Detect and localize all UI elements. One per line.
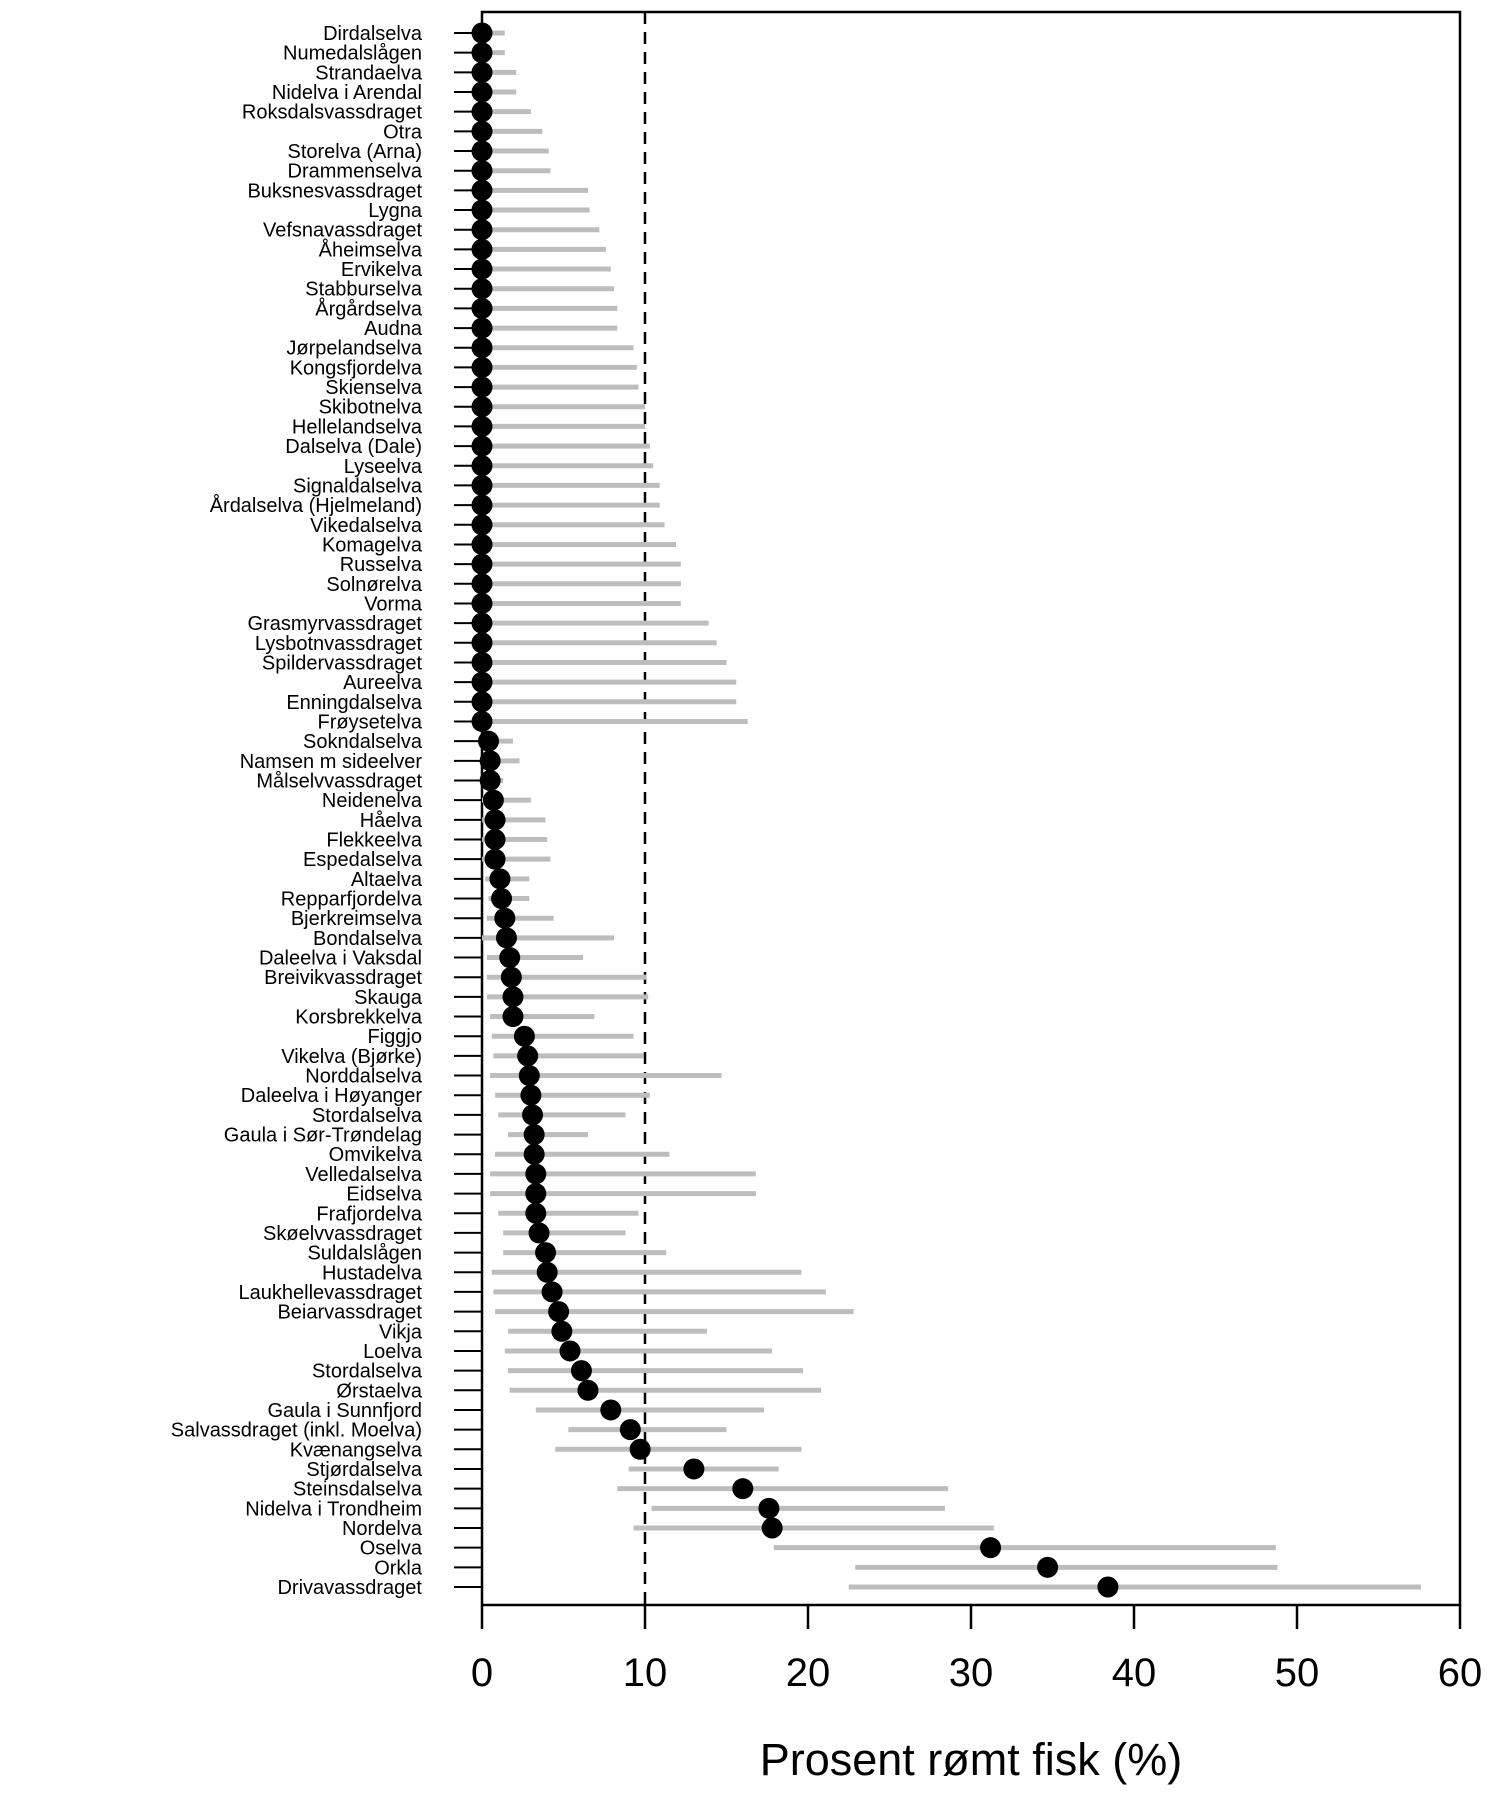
category-label: Stordalselva <box>311 1360 422 1383</box>
x-tick-label: 10 <box>622 1651 668 1695</box>
data-point <box>496 927 517 948</box>
data-point <box>1037 1557 1058 1578</box>
category-label: Dirdalselva <box>323 23 422 45</box>
category-label: Espedalselva <box>303 849 422 872</box>
category-label: Roksdalsvassdraget <box>241 101 422 124</box>
data-point <box>551 1321 572 1342</box>
data-point <box>472 436 493 457</box>
y-axis <box>171 23 482 1599</box>
data-point <box>472 337 493 358</box>
data-point <box>620 1419 641 1440</box>
category-label: Jørpelandselva <box>286 337 422 360</box>
category-label: Grasmyrvassdraget <box>247 613 422 636</box>
category-label: Gaula i Sunnfjord <box>267 1399 422 1422</box>
category-label: Hustadelva <box>321 1262 422 1285</box>
category-label: Repparfjordelva <box>280 888 422 911</box>
category-label: Omvikelva <box>328 1144 422 1167</box>
category-label: Årdalselva (Hjelmeland) <box>209 495 422 518</box>
data-point <box>522 1104 543 1125</box>
category-label: Bjerkreimselva <box>290 908 422 931</box>
x-tick-label: 60 <box>1437 1651 1483 1695</box>
data-point <box>472 455 493 476</box>
x-axis-title: Prosent rømt fisk (%) <box>759 1734 1183 1785</box>
category-label: Lyseelva <box>343 455 422 478</box>
data-point <box>542 1281 563 1302</box>
category-label: Skibotnelva <box>318 396 422 419</box>
category-label: Enningdalselva <box>286 691 422 714</box>
category-label: Kongsfjordelva <box>289 357 422 380</box>
data-point <box>472 573 493 594</box>
data-point <box>535 1242 556 1263</box>
category-label: Årgårdselva <box>315 298 422 321</box>
category-label: Frafjordelva <box>316 1203 422 1226</box>
category-label: Nidelva i Arendal <box>271 82 422 105</box>
category-label: Breivikvassdraget <box>264 967 422 990</box>
data-point <box>491 888 512 909</box>
data-point <box>525 1203 546 1224</box>
category-label: Aureelva <box>343 672 422 695</box>
category-label: Stabburselva <box>305 278 422 301</box>
data-point <box>472 396 493 417</box>
category-label: Vorma <box>364 593 422 616</box>
data-point <box>472 357 493 378</box>
category-label: Suldalslågen <box>307 1242 422 1265</box>
x-tick-label: 20 <box>785 1651 831 1695</box>
data-point <box>472 278 493 299</box>
data-point <box>485 809 506 830</box>
data-point <box>472 672 493 693</box>
data-point <box>502 1006 523 1027</box>
data-point <box>524 1124 545 1145</box>
data-point <box>501 967 522 988</box>
category-label: Ørstaelva <box>336 1380 422 1403</box>
data-point <box>485 829 506 850</box>
data-point <box>472 121 493 142</box>
category-label: Nidelva i Trondheim <box>245 1498 422 1521</box>
data-point <box>472 416 493 437</box>
category-label: Skauga <box>354 986 422 1009</box>
data-point <box>480 750 501 771</box>
data-point <box>525 1163 546 1184</box>
category-label: Norddalselva <box>305 1065 422 1088</box>
category-label: Signaldalselva <box>293 475 422 498</box>
category-label: Drammenselva <box>287 160 422 183</box>
data-point <box>524 1144 545 1165</box>
category-label: Figgjo <box>367 1026 422 1049</box>
data-point <box>571 1360 592 1381</box>
category-label: Oselva <box>359 1537 422 1560</box>
data-point <box>472 200 493 221</box>
data-point <box>683 1458 704 1479</box>
category-label: Skienselva <box>325 377 422 400</box>
data-point <box>472 23 493 44</box>
data-point <box>478 731 499 752</box>
category-label: Daleelva i Høyanger <box>240 1085 422 1108</box>
category-label: Åheimselva <box>318 239 422 262</box>
category-label: Loelva <box>363 1340 422 1363</box>
data-point <box>472 239 493 260</box>
data-point <box>980 1537 1001 1558</box>
category-label: Numedalslågen <box>283 42 422 65</box>
category-label: Flekkeelva <box>326 829 422 852</box>
category-label: Russelva <box>339 554 422 577</box>
category-label: Nordelva <box>341 1517 422 1540</box>
data-point <box>472 691 493 712</box>
x-axis <box>471 1605 1482 1695</box>
data-point <box>472 298 493 319</box>
category-label: Eidselva <box>346 1183 422 1206</box>
x-tick-label: 0 <box>470 1651 494 1695</box>
category-label: Lysbotnvassdraget <box>254 632 422 655</box>
category-label: Spildervassdraget <box>261 652 422 675</box>
data-point <box>762 1517 783 1538</box>
data-point <box>494 908 515 929</box>
x-tick-label: 30 <box>948 1651 994 1695</box>
category-label: Solnørelva <box>326 573 422 596</box>
plot-frame <box>482 12 1460 1605</box>
category-label: Steinsdalselva <box>293 1478 422 1501</box>
category-label: Neidenelva <box>321 790 422 813</box>
data-point <box>489 868 510 889</box>
data-point <box>472 180 493 201</box>
data-point <box>630 1439 651 1460</box>
category-label: Velledalselva <box>305 1163 422 1186</box>
x-tick-label: 50 <box>1274 1651 1320 1695</box>
data-point <box>1097 1577 1118 1598</box>
category-label: Skøelvvassdraget <box>263 1222 422 1245</box>
category-label: Salvassdraget (inkl. Moelva) <box>170 1419 422 1442</box>
category-label: Drivavassdraget <box>277 1577 422 1599</box>
data-point <box>577 1380 598 1401</box>
data-point <box>548 1301 569 1322</box>
category-label: Strandaelva <box>315 62 422 85</box>
category-label: Audna <box>364 318 422 341</box>
data-point <box>472 613 493 634</box>
data-point <box>472 101 493 122</box>
data-point <box>472 259 493 280</box>
category-label: Altaelva <box>350 868 422 891</box>
data-point <box>472 632 493 653</box>
category-label: Hellelandselva <box>291 416 422 439</box>
category-label: Dalselva (Dale) <box>285 436 422 459</box>
data-point <box>520 1085 541 1106</box>
category-label: Frøysetelva <box>317 711 422 734</box>
data-point <box>472 377 493 398</box>
data-point <box>485 849 506 870</box>
interval-bars <box>482 33 1421 1587</box>
category-label: Orkla <box>374 1557 422 1580</box>
data-point <box>519 1065 540 1086</box>
data-point <box>472 711 493 732</box>
category-label: Håelva <box>359 809 422 832</box>
data-point <box>560 1340 581 1361</box>
category-label: Laukhellevassdraget <box>238 1281 422 1304</box>
data-point <box>472 593 493 614</box>
category-label: Korsbrekkelva <box>295 1006 422 1029</box>
category-label: Ervikelva <box>340 259 422 282</box>
category-label: Lygna <box>368 200 422 223</box>
data-point <box>529 1222 550 1243</box>
data-point <box>480 770 501 791</box>
data-points <box>472 23 1119 1598</box>
category-label: Sokndalselva <box>303 731 422 754</box>
category-label: Vefsnavassdraget <box>263 219 422 242</box>
data-point <box>732 1478 753 1499</box>
category-label: Stjørdalselva <box>306 1458 422 1481</box>
category-label: Kvænangselva <box>289 1439 422 1462</box>
data-point <box>472 42 493 63</box>
data-point <box>525 1183 546 1204</box>
category-label: Stordalselva <box>311 1104 422 1127</box>
data-point <box>472 82 493 103</box>
category-label: Beiarvassdraget <box>277 1301 422 1324</box>
category-label: Daleelva i Vaksdal <box>258 947 422 970</box>
data-point <box>472 652 493 673</box>
data-point <box>472 219 493 240</box>
x-tick-label: 40 <box>1111 1651 1157 1695</box>
data-point <box>472 160 493 181</box>
data-point <box>758 1498 779 1519</box>
data-point <box>472 318 493 339</box>
category-label: Vikedalselva <box>310 514 422 537</box>
data-point <box>600 1399 621 1420</box>
category-label: Storelva (Arna) <box>287 141 422 164</box>
data-point <box>472 514 493 535</box>
category-label: Bondalselva <box>313 927 422 950</box>
category-label: Otra <box>383 121 422 144</box>
data-point <box>483 790 504 811</box>
data-point <box>537 1262 558 1283</box>
category-label: Målselvvassdraget <box>256 770 422 793</box>
data-point <box>514 1026 535 1047</box>
data-point <box>472 534 493 555</box>
category-label: Namsen m sideelver <box>239 750 422 773</box>
category-label: Komagelva <box>321 534 422 557</box>
category-label: Vikelva (Bjørke) <box>281 1045 422 1068</box>
data-point <box>472 141 493 162</box>
data-point <box>472 554 493 575</box>
data-point <box>472 62 493 83</box>
data-point <box>502 986 523 1007</box>
data-point <box>472 475 493 496</box>
data-point <box>472 495 493 516</box>
category-label: Vikja <box>379 1321 422 1344</box>
data-point <box>499 947 520 968</box>
category-label: Buksnesvassdraget <box>247 180 422 203</box>
category-label: Gaula i Sør-Trøndelag <box>223 1124 422 1147</box>
data-point <box>517 1045 538 1066</box>
